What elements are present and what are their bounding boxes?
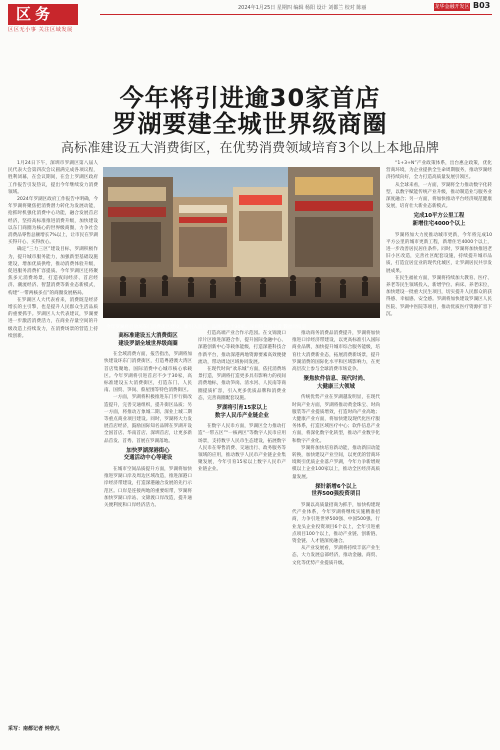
subsection-heading: 高标准建设五大消费街区 建设罗湖全域世界级商圈 [118, 333, 178, 347]
subsection-heading: 探针新增6个以上 世界500强投资项目 [311, 483, 361, 498]
editor-badge: 龙华金融开发区 [434, 4, 470, 10]
paragraph: 打造高端产业合作示范园。在文锦渡口岸片区推进深港合作，提升国际金融中心、深港创新中心等载体能级，打造深港科技合作新平台，推动深港两地资源要素高效便捷流动，带动周边区域协同发展。 [198, 331, 286, 365]
page-number: B03 [473, 1, 491, 10]
section-tagline: 区区无小事 关注区域发展 [8, 27, 73, 33]
photo-caption: 今年罗湖将启动环东门消费街区建设，新引入首店、品牌不少于30家。深圳特区报记者 魏福时报道 [106, 325, 307, 330]
issue-meta: 2024年1月25日 星期四 编辑 杨阳 设计 刘都兰 校对 陈丽 [238, 5, 367, 11]
paragraph: 在现代时尚“欢乐城”方面，依托消费场景打造，罗湖将打造更多具有影响力的夜间消费地标，推动笋岗、清水河、人民南等商圈提质扩容，引入更多优质品牌和消费业态，完善商圈配套设施。 [198, 367, 286, 401]
paragraph: “1+3+N”产业政策体系，出台惠企政策，优化营商环境，为企业提供全生命周期服务，推动罗湖经济持续向好，全力打造高质量发展引领区。 [386, 161, 492, 181]
news-photo [103, 167, 380, 318]
article-column-4 [292, 330, 380, 720]
paragraph: 推动商务消费品消费提升，罗湖将加快推进口岸经济带建设，以更高标准引入国际商业品牌，加快提升城市综合服务能级，培育壮大消费新业态，拓展消费新场景，提升罗湖消费的国际化水平和区域影响力，在更高层次上参与全球消费市场竞争。 [292, 331, 380, 373]
article-column-2 [104, 330, 192, 720]
paragraph: 传统优势产业在罗湖越发明显，在现代时尚产业方面，罗湖将推动黄金珠宝、时尚服装等产业提质增效，打造时尚产业高地；大健康产业方面，将加快建设现代化医疗服务体系，打造区域医疗中心；软件信息产业方面，将深化数字化转型，推动产业数字化和数字产业化。 [292, 395, 380, 444]
subsection-heading: 聚焦软件信息、现代时尚、 大健康三大领域 [303, 376, 369, 390]
paragraph: 1月24日下午，深圳市罗湖区第八届人民代表大会第四次会议圆满完成各项议程，胜利闭幕，在会议期间，在会上罗湖区政府工作报告引发热议，提出今年继续发力消费领域。 [8, 161, 98, 195]
paragraph: 在罗湖区人大代表看来，消费既是经济增长的主引擎，也是提升人民群众生活品质的重要抓手。罗湖区人大代表建议，罗湖要进一步激活消费活力，在商业存量空间的升级改造上持续发力，在消费场景的营造上持续创新。 [8, 297, 98, 339]
street-scene-photo [103, 167, 380, 318]
subheadline: 高标准建设五大消费街区，在优势消费领域培育3个以上本地品牌 [60, 141, 440, 156]
subsection-heading: 加快罗湖深港街心 交通活动中心等建设 [123, 447, 173, 462]
paragraph: 罗湖以高质量招商为抓手，加快构建现代产业体系，今年罗湖将继续实施精准招商，力争引进世界500强、中国500强、行业龙头企业投资项目6个以上，全年引进重点项目100个以上，推动产业链、创新链、资金链、人才链深度融合。 [292, 503, 380, 545]
paragraph: 罗湖将加快培育新动能，推动新旧动能转换，加快建设产业空间，以更优的营商环境吸引优质企业落户罗湖，今年力争新增规模以上企业100家以上，推动全区经济高质量发展。 [292, 445, 380, 480]
subsection-heading: 完成10平方公里工程 新增住宅4000个以上 [412, 213, 466, 228]
paragraph: 在民生福祉方面，罗湖将持续加大教育、医疗、养老等民生领域投入，新增学位、病床、养老床位，加快建设一批重大民生项目，切实提升人民群众的获得感、幸福感、安全感。罗湖将加快建设罗湖区人民医院、罗湖中医院等项目，推动优质医疗资源扩容下沉。 [386, 275, 492, 317]
paragraph: 从产业发展看，罗湖将持续丰富产业生态，大力发展总部经济，推动金融、商贸、文化等优势产业提质升级。 [292, 546, 380, 566]
top-rule [100, 14, 492, 15]
article-column-1 [8, 160, 98, 720]
masthead [0, 0, 500, 36]
paragraph: 罗湖将加大力度推动城市更新，今年将完成10平方公里的城市更新工程，新增住宅4000个以上，进一步改善居民居住条件。同时，罗湖将加快推进老旧小区改造，完善社区配套设施，持续提升城市品质，打造宜居宜业的现代化城区，让罗湖居民共享发展成果。 [386, 232, 492, 274]
paragraph: 在城市空间品质提升方面，罗湖将加快推进罗湖口岸及周边区域改造，推进深港口岸经济带建设，打造深港融合发展的先行示范区。口岸是连接两地的重要纽带，罗湖将加快罗湖口岸站、文锦渡口岸改造，提升通关便利度和口岸经济活力。 [104, 467, 192, 509]
headline-line1: 今年将引进逾30家首店 [119, 84, 381, 112]
paragraph: 2024年罗湖区政府工作报告中明确，今年罗湖将聚焦把消费潜力转化为发展动能，抢抓时机强化消费中心功能，融合发展首店经济，坚持高标准推进消费升级，加快建设以东门商圈为核心的世界级商圈，力争社会消费品零售总额增长7%以上，让市民在罗湖买得开心、买得放心。 [8, 197, 98, 246]
paragraph: 在数字人民币方面，罗湖区全力推动打造“一带五区”“一核两区”等数字人民币应用场景，支持数字人民币生态建设，拓展数字人民币在零售消费、交通出行、政务服务等领域的应用，推动数字人民币产业链企业集聚发展，今年引育15家以上数字人民币产业链企业。 [198, 424, 286, 473]
byline: 采写：南都记者 钟欣凡 [8, 726, 60, 732]
paragraph: 确定“三力三区”建设目标，罗湖积极作为，提升城市服务能力，加强新型基础设施建设，增加优质供给，推动消费体验升级，促进服务消费扩容提质。今年罗湖区还将聚焦多元消费场景，打造夜间经济、首店经济、潮流经济、智慧消费等新业态新模式，构建“一带两核多点”的商圈发展格局。 [8, 247, 98, 296]
paragraph: 从全球来看，一方面，罗湖将全力推动数字化转型，以数字赋能传统产业升级，推动制造业与服务业深度融合；另一方面，将加快推动平台经济规范健康发展，培育壮大新业态新模式。 [386, 182, 492, 210]
paragraph: 一方面，罗湖将积极推进东门步行街改造提升，完善交通组织，提升街区品质；另一方面，将推动万象城二期、深业上城二期等重点商业项目建设。同时，罗湖将大力发展首店经济，鼓励国际知名品牌在罗湖开设全国首店、华南首店、深圳首店，让更多新品首发、首秀、首展在罗湖落地。 [104, 395, 192, 444]
article-column-5 [386, 160, 492, 720]
subsection-heading: 罗湖将引育15家以上 数字人民币产业链企业 [215, 405, 269, 419]
section-title: 区务 [8, 4, 78, 25]
headline-line2: 罗湖要建全城世界级商圈 [112, 110, 388, 138]
paragraph: 在全域消费方面，报告指出，罗湖将加快建设环东门消费街区，打造粤港澳大湾区首店集聚地、国际消费中心城市核心承载区。今年罗湖将引进首店不少于30家，高标准建设五大消费街区，打造东门、人民南、国贸、笋岗、蔡屋围等特色消费街区。 [104, 352, 192, 394]
article-column-3 [198, 330, 286, 720]
